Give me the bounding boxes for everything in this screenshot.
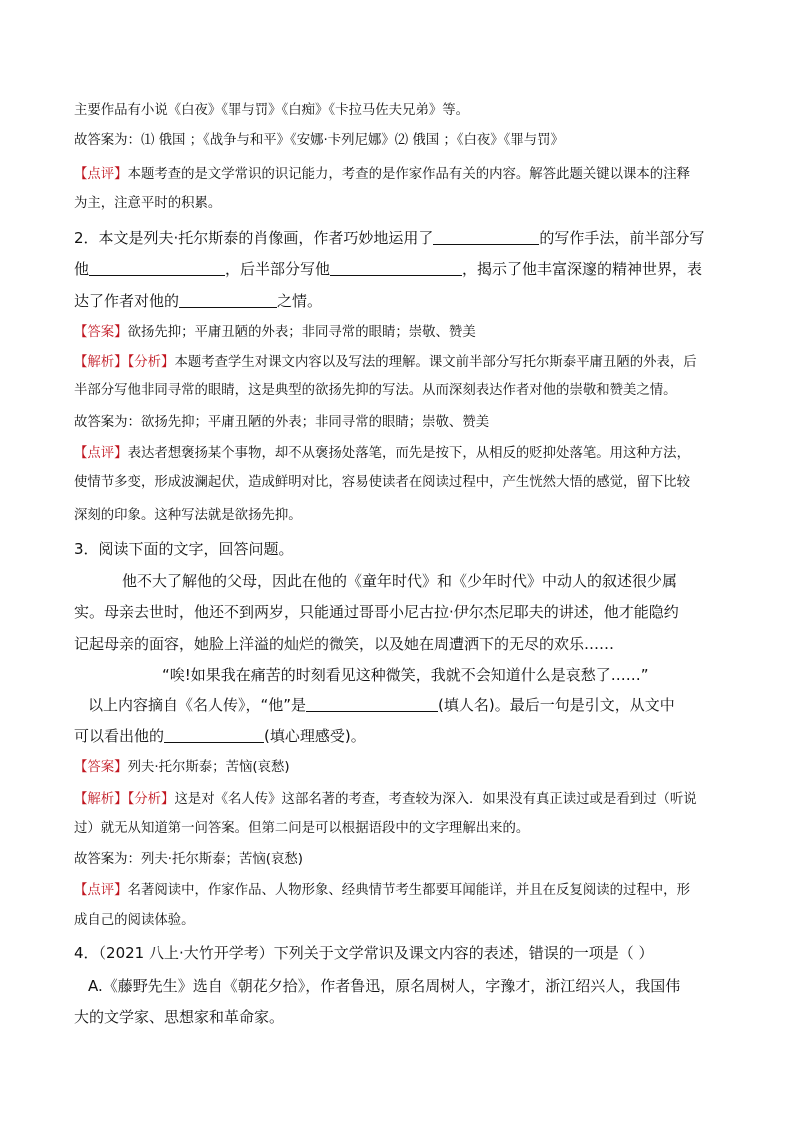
q3-blank-2[interactable] bbox=[164, 727, 264, 743]
q2-comment-text-3: 深刻的印象。这种写法就是欲扬先抑。 bbox=[74, 508, 302, 523]
q1-works-text: 主要作品有小说《白夜》《罪与罚》《白痴》《卡拉马佐夫兄弟》等。 bbox=[74, 103, 470, 118]
q2-analysis-tag: 【解析】【分析】 bbox=[74, 355, 175, 370]
q2-analysis-line-2 bbox=[74, 381, 730, 401]
q4-option-a-text-1: A.《藤野先生》选自《朝花夕拾》，作者鲁迅，原名周树人，字豫才，浙江绍兴人，我国伟 bbox=[88, 977, 681, 995]
q2-stem-text-1b: 的写作手法，前半部分写 bbox=[539, 229, 705, 247]
q2-final-line bbox=[74, 413, 730, 433]
q3-analysis-text-1: 这是对《名人传》这部名著的考查，考查较为深入．如果没有真正读过或是看到过（听说 bbox=[174, 792, 697, 807]
q2-stem-text-2b: ，后半部分写他 bbox=[225, 260, 331, 278]
q1-comment-line-2 bbox=[74, 194, 730, 214]
q2-final-text: 故答案为：欲扬先抑；平庸丑陋的外表；非同寻常的眼睛；崇敬、赞美 bbox=[74, 415, 490, 430]
q2-analysis-text-2: 半部分写他非同寻常的眼睛，这是典型的欲扬先抑的写法。从而深刻表达作者对他的崇敬和赞美之情。 bbox=[74, 383, 677, 398]
q2-stem-text-2c: ，揭示了他丰富深邃的精神世界，表 bbox=[462, 260, 703, 278]
q1-comment-tag: 【点评】 bbox=[74, 167, 128, 182]
q3-ask-text-1b: (填人名)。最后一句是引文，从文中 bbox=[438, 696, 675, 714]
q3-ask-text-1a: 以上内容摘自《名人传》，“他”是 bbox=[88, 696, 307, 714]
q2-stem-text-3a: 达了作者对他的 bbox=[74, 292, 180, 310]
q3-comment-line-1 bbox=[74, 881, 730, 901]
q3-analysis-tag: 【解析】【分析】 bbox=[74, 792, 175, 807]
q3-analysis-line-1 bbox=[74, 790, 730, 810]
q1-works-line bbox=[74, 101, 730, 121]
q2-stem-line-1 bbox=[74, 227, 730, 249]
q3-stem-text: 3．阅读下面的文字，回答问题。 bbox=[74, 540, 294, 558]
q2-blank-2[interactable] bbox=[89, 260, 225, 276]
q2-blank-1[interactable] bbox=[433, 229, 539, 245]
q3-comment-text-2: 成自己的阅读体验。 bbox=[74, 913, 195, 928]
q3-blank-1[interactable] bbox=[306, 696, 438, 712]
q2-comment-line-3 bbox=[74, 506, 730, 526]
q2-comment-line-2 bbox=[74, 473, 730, 493]
q4-option-a-line-1[interactable] bbox=[74, 975, 730, 997]
q2-blank-3[interactable] bbox=[330, 260, 462, 276]
q1-answer-line bbox=[74, 131, 730, 151]
q4-stem-text: 4．（2021 八上·大竹开学考）下列关于文学常识及课文内容的表述，错误的一项是（ ） bbox=[74, 944, 654, 962]
q3-comment-line-2 bbox=[74, 911, 730, 931]
q2-comment-tag: 【点评】 bbox=[74, 446, 128, 461]
q3-comment-text-1: 名著阅读中，作家作品、人物形象、经典情节考生都要耳闻能详，并且在反复阅读的过程中，形 bbox=[127, 883, 690, 898]
q3-ask-line-2 bbox=[74, 725, 730, 747]
q2-comment-text-2: 使情节多变，形成波澜起伏，造成鲜明对比，容易使读者在阅读过程中，产生恍然大悟的感觉，留下比较 bbox=[74, 475, 690, 490]
q3-passage-line-3 bbox=[74, 633, 730, 655]
q3-answer-tag: 【答案】 bbox=[74, 760, 128, 775]
q4-option-a-text-2: 大的文学家、思想家和革命家。 bbox=[74, 1008, 285, 1026]
q3-final-text: 故答案为：列夫·托尔斯泰；苦恼(哀愁) bbox=[74, 852, 303, 867]
q2-answer-tag: 【答案】 bbox=[74, 325, 128, 340]
q1-answer-text: 故答案为：⑴ 俄国 ；《战争与和平》《安娜·卡列尼娜》⑵ 俄国 ；《白夜》《罪与罚》 bbox=[74, 133, 564, 148]
q2-stem-text-3b: 之情。 bbox=[277, 292, 323, 310]
q3-ask-text-2b: (填心理感受)。 bbox=[264, 727, 366, 745]
q3-analysis-text-2: 过）就无从知道第一问答案。但第二问是可以根据语段中的文字理解出来的。 bbox=[74, 821, 530, 836]
q3-passage-line-1 bbox=[74, 570, 730, 592]
q3-passage-text-1: 他不大了解他的父母，因此在他的《童年时代》和《少年时代》中动人的叙述很少属 bbox=[122, 572, 678, 590]
q3-stem-line bbox=[74, 538, 730, 560]
q2-blank-4[interactable] bbox=[179, 292, 277, 308]
q1-comment-text-1: 本题考查的是文学常识的识记能力，考查的是作家作品有关的内容。解答此题关键以课本的注释 bbox=[127, 167, 690, 182]
q2-stem-text-1a: 2．本文是列夫·托尔斯泰的肖像画，作者巧妙地运用了 bbox=[74, 229, 434, 247]
q3-quote-line bbox=[74, 664, 730, 686]
q3-final-line bbox=[74, 850, 730, 870]
q2-answer-line bbox=[74, 323, 730, 343]
q2-analysis-line-1 bbox=[74, 353, 730, 373]
q2-answer-text: 欲扬先抑；平庸丑陋的外表；非同寻常的眼睛；崇敬、赞美 bbox=[127, 325, 476, 340]
q3-comment-tag: 【点评】 bbox=[74, 883, 128, 898]
q3-passage-line-2 bbox=[74, 601, 730, 623]
q2-stem-line-3 bbox=[74, 290, 730, 312]
q3-answer-text: 列夫·托尔斯泰；苦恼(哀愁) bbox=[127, 760, 290, 775]
q2-analysis-text-1: 本题考查学生对课文内容以及写法的理解。课文前半部分写托尔斯泰平庸丑陋的外表，后 bbox=[174, 355, 697, 370]
q3-passage-text-2: 实。母亲去世时，他还不到两岁，只能通过哥哥小尼古拉·伊尔杰尼耶夫的讲述，他才能隐约 bbox=[74, 603, 679, 621]
q1-comment-text-2: 为主，注意平时的积累。 bbox=[74, 196, 222, 211]
q3-analysis-line-2 bbox=[74, 819, 730, 839]
q3-ask-line-1 bbox=[74, 694, 730, 716]
q2-stem-line-2 bbox=[74, 258, 730, 280]
q3-quote-text: “唉!如果我在痛苦的时刻看见这种微笑，我就不会知道什么是哀愁了……” bbox=[162, 666, 649, 684]
q3-ask-text-2a: 可以看出他的 bbox=[74, 727, 165, 745]
q4-option-a-line-2 bbox=[74, 1006, 730, 1028]
q3-passage-text-3: 记起母亲的面容，她脸上洋溢的灿烂的微笑，以及她在周遭洒下的无尽的欢乐…… bbox=[74, 635, 615, 653]
q2-comment-text-1: 表达者想褒扬某个事物，却不从褒扬处落笔，而先是按下，从相反的贬抑处落笔。用这种方法， bbox=[127, 446, 690, 461]
q1-comment-line-1 bbox=[74, 165, 730, 185]
q2-comment-line-1 bbox=[74, 444, 730, 464]
q3-answer-line bbox=[74, 758, 730, 778]
q2-stem-text-2a: 他 bbox=[74, 260, 90, 278]
q4-stem-line bbox=[74, 942, 730, 964]
